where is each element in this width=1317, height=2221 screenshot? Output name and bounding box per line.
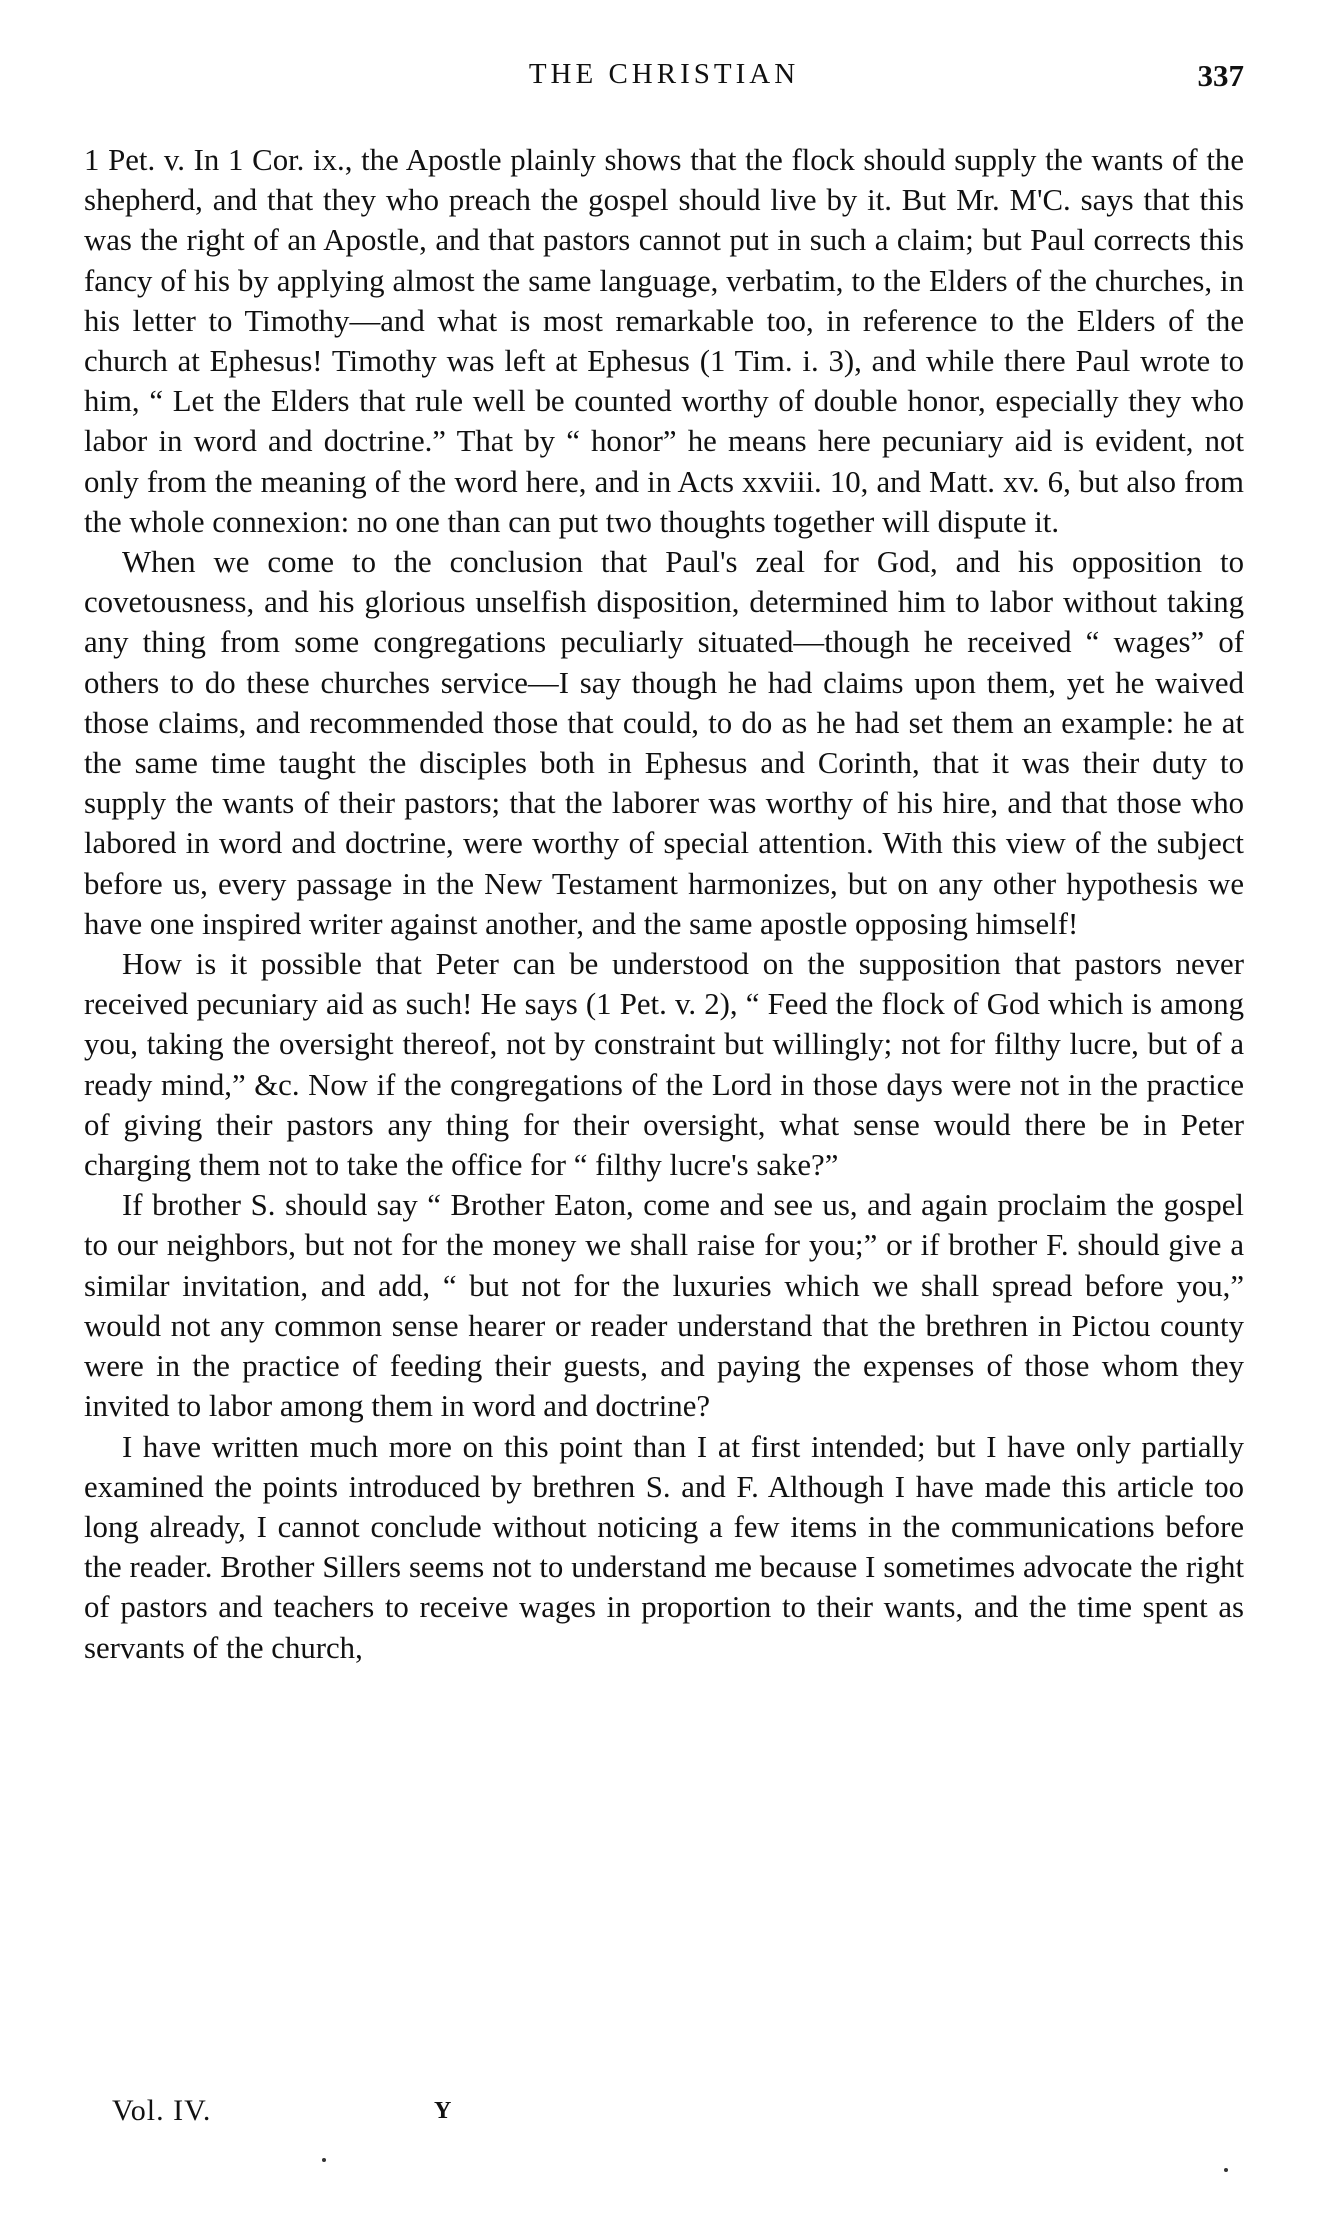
page-number: 337: [1197, 58, 1244, 93]
article-body: [84, 140, 1244, 1668]
paragraph-paul-zeal: When we come to the conclusion that Paul's zeal for God, and his opposition to covetousness, and his glorious unselfish disposition, determined him to labor without taking any thing from some congregations peculiarly situated—though he received “ wages” of others to do these churches service—I say though he had claims upon them, yet he waived those claims, and recommended those that could, to do as he had set them an example: he at the same time taught the disciples both in Ephesus and Corinth, that it was their duty to supply the wants of their pastors; that the laborer was worthy of his hire, and that those who labored in word and doctrine, were worthy of special attention. With this view of the subject before us, every passage in the New Testament harmonizes, but on any other hypothesis we have one inspired writer against another, and the same apostle opposing himself!: [84, 545, 1244, 941]
page-title: THE CHRISTIAN: [528, 58, 800, 90]
paragraph-closing: I have written much more on this point than I at first intended; but I have only partially examined the points introduced by brethren S. and F. Although I have made this article too long already, I cannot conclude without noticing a few items in the communications before the reader. Brother Sillers seems not to understand me because I sometimes advocate the right of pastors and teachers to receive wages in proportion to their wants, and the time spent as servants of the church,: [84, 1429, 1244, 1665]
paragraph-continuation: 1 Pet. v. In 1 Cor. ix., the Apostle plainly shows that the flock should supply the wants of the shepherd, and that they who preach the gospel should live by it. But Mr. M'C. says that this was the right of an Apostle, and that pastors cannot put in such a claim; but Paul corrects this fancy of his by applying almost the same language, verbatim, to the Elders of the churches, in his letter to Timothy—and what is most remarkable too, in reference to the Elders of the church at Ephesus! Timothy was left at Ephesus (1 Tim. i. 3), and while there Paul wrote to him, “ Let the Elders that rule well be counted worthy of double honor, especially they who labor in word and doctrine.” That by “ honor” he means here pecuniary aid is evident, not only from the meaning of the word here, and in Acts xxviii. 10, and Matt. xv. 6, but also from the whole connexion: no one than can put two thoughts together will dispute it.: [84, 143, 1244, 539]
page-footer: [84, 2094, 1244, 2134]
running-head: [84, 58, 1244, 98]
scan-speck: [1224, 2168, 1228, 2172]
scan-speck: [322, 2158, 326, 2162]
paragraph-brother-s: If brother S. should say “ Brother Eaton, come and see us, and again proclaim the gospel to our neighbors, but not for the money we shall raise for you;” or if brother F. should give a similar invitation, and add, “ but not for the luxuries which we shall spread before you,” would not any common sense hearer or reader understand that the brethren in Pictou county were in the practice of feeding their guests, and paying the expenses of those whom they invited to labor among them in word and doctrine?: [84, 1188, 1244, 1424]
volume-label: Vol. IV.: [112, 2094, 212, 2127]
signature-mark: Y: [434, 2098, 452, 2124]
paragraph-peter: How is it possible that Peter can be understood on the supposition that pastors never received pecuniary aid as such! He says (1 Pet. v. 2), “ Feed the flock of God which is among you, taking the oversight thereof, not by constraint but willingly; not for filthy lucre, but of a ready mind,” &c. Now if the congregations of the Lord in those days were not in the practice of giving their pastors any thing for their oversight, what sense would there be in Peter charging them not to take the office for “ filthy lucre's sake?”: [84, 947, 1244, 1183]
